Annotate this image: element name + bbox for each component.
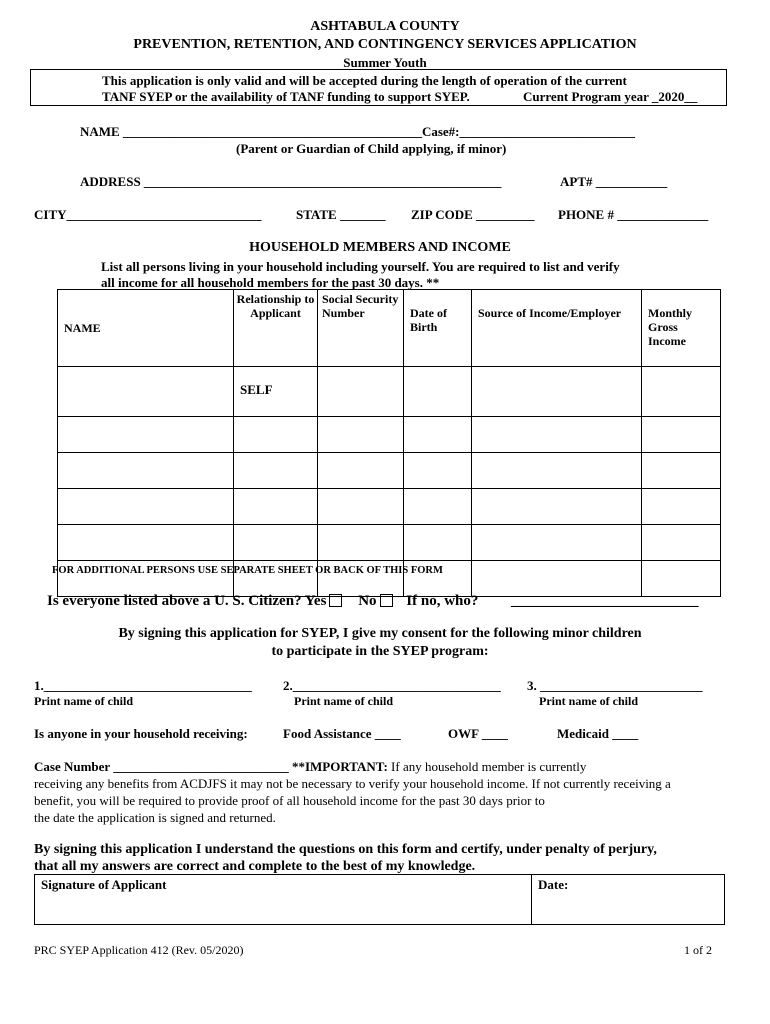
important-block (34, 758, 734, 826)
household-table (57, 289, 721, 597)
cell-income[interactable] (642, 561, 721, 597)
citizen-yes-label: Yes (304, 593, 327, 609)
apt-field[interactable]: APT# ___________ (560, 174, 668, 189)
cell-ssn[interactable] (318, 525, 404, 561)
cell-name[interactable] (58, 367, 234, 417)
table-row (58, 417, 721, 453)
cell-source[interactable] (472, 367, 642, 417)
cell-ssn[interactable] (318, 367, 404, 417)
cell-dob[interactable] (404, 453, 472, 489)
cell-relationship[interactable] (234, 453, 318, 489)
table-header-row (58, 290, 721, 367)
name-subtitle: (Parent or Guardian of Child applying, if minor) (236, 141, 507, 156)
cell-dob[interactable] (404, 489, 472, 525)
table-row (58, 525, 721, 561)
cell-dob[interactable] (404, 367, 472, 417)
table-row (58, 489, 721, 525)
owf-field[interactable]: OWF ____ (448, 726, 508, 741)
important-text: If any household member is currently (391, 759, 587, 774)
case-number-field[interactable]: Case Number ___________________________ (34, 759, 289, 774)
address-field[interactable]: ADDRESS _______________________________________________________ (80, 174, 502, 189)
child2-field[interactable]: 2.________________________________ (283, 678, 501, 693)
benefits-question: Is anyone in your household receiving: (34, 726, 248, 741)
col-source: Source of Income/Employer (472, 290, 642, 367)
date-field[interactable] (533, 875, 724, 924)
cell-income[interactable] (642, 453, 721, 489)
citizen-no-checkbox[interactable] (380, 594, 393, 607)
name-field[interactable]: NAME ______________________________________________Case#:___________________________ (80, 124, 636, 139)
table-row (58, 453, 721, 489)
col-dob: Date of Birth (404, 290, 472, 367)
city-field[interactable]: CITY______________________________ (34, 207, 262, 222)
consent-line1: By signing this application for SYEP, I give my consent for the following minor children (118, 626, 642, 641)
header-title: PREVENTION, RETENTION, AND CONTINGENCY SERVICES APPLICATION (133, 37, 637, 52)
cell-dob[interactable] (404, 417, 472, 453)
child2-label: Print name of child (294, 694, 393, 708)
col-name: NAME (58, 290, 234, 367)
certify-line1: By signing this application I understand the questions on this form and certify, under penalty of perjury, (34, 842, 657, 857)
signature-divider (531, 875, 532, 924)
important-line4: the date the application is signed and returned. (34, 810, 276, 825)
cell-source[interactable] (472, 561, 642, 597)
cell-income[interactable] (642, 417, 721, 453)
header-subtitle: Summer Youth (343, 55, 427, 70)
notice-box (30, 69, 727, 106)
food-assistance-field[interactable]: Food Assistance ____ (283, 726, 401, 741)
certify-line2: that all my answers are correct and complete to the best of my knowledge. (34, 859, 476, 874)
citizen-yes-checkbox[interactable] (329, 594, 342, 607)
important-line3: benefit, you will be required to provide proof of all household income for the past 30 days prior to (34, 793, 545, 808)
child3-label: Print name of child (539, 694, 638, 708)
cell-source[interactable] (472, 489, 642, 525)
cell-relationship[interactable] (234, 525, 318, 561)
household-instr2: all income for all household members for the past 30 days. ** (101, 275, 440, 290)
cell-income[interactable] (642, 367, 721, 417)
zip-field[interactable]: ZIP CODE _________ (411, 207, 535, 222)
child3-field[interactable]: 3. _________________________ (527, 678, 703, 693)
notice-line2: TANF SYEP or the availability of TANF funding to support SYEP. (102, 89, 470, 104)
cell-ssn[interactable] (318, 417, 404, 453)
date-label: Date: (538, 877, 569, 892)
important-line2: receiving any benefits from ACDJFS it may not be necessary to verify your household income. If not currently receiving a (34, 776, 671, 791)
citizen-question-row (47, 593, 478, 610)
cell-relationship[interactable] (234, 417, 318, 453)
col-relationship: Relationship to Applicant (234, 290, 318, 367)
header-county: ASHTABULA COUNTY (310, 19, 460, 34)
cell-ssn[interactable] (318, 453, 404, 489)
household-footnote: FOR ADDITIONAL PERSONS USE SEPARATE SHEET OR BACK OF THIS FORM (52, 565, 443, 576)
cell-relationship[interactable] (234, 489, 318, 525)
important-label: **IMPORTANT: (291, 759, 388, 774)
consent-line2: to participate in the SYEP program: (271, 644, 489, 659)
citizen-ifno-label: If no, who? (406, 593, 479, 609)
cell-income[interactable] (642, 489, 721, 525)
cell-income[interactable] (642, 525, 721, 561)
signature-label: Signature of Applicant (41, 877, 167, 892)
page-number: 1 of 2 (684, 943, 712, 957)
form-id: PRC SYEP Application 412 (Rev. 05/2020) (34, 943, 244, 957)
signature-box (34, 874, 725, 925)
table-row (58, 367, 721, 417)
notice-line1: This application is only valid and will be accepted during the length of operation of the current (102, 73, 627, 88)
citizen-question: Is everyone listed above a U. S. Citizen? (47, 593, 302, 609)
household-title: HOUSEHOLD MEMBERS AND INCOME (249, 240, 511, 255)
cell-source[interactable] (472, 453, 642, 489)
phone-field[interactable]: PHONE # ______________ (558, 207, 709, 222)
col-income: Monthly Gross Income (642, 290, 721, 367)
program-year: Current Program year _2020__ (523, 89, 698, 104)
cell-name[interactable] (58, 453, 234, 489)
cell-dob[interactable] (404, 525, 472, 561)
child1-label: Print name of child (34, 694, 133, 708)
citizen-ifno-field[interactable]: _________________________ (511, 593, 699, 609)
cell-relationship-self: SELF (234, 367, 318, 417)
household-instr1: List all persons living in your household including yourself. You are required to list and verify (101, 259, 620, 274)
cell-name[interactable] (58, 489, 234, 525)
cell-source[interactable] (472, 525, 642, 561)
cell-name[interactable] (58, 417, 234, 453)
signature-field[interactable] (35, 875, 530, 924)
child1-field[interactable]: 1.________________________________ (34, 678, 252, 693)
cell-ssn[interactable] (318, 489, 404, 525)
citizen-no-label: No (358, 593, 377, 609)
col-ssn: Social Security Number (318, 290, 404, 367)
state-field[interactable]: STATE _______ (296, 207, 386, 222)
medicaid-field[interactable]: Medicaid ____ (557, 726, 639, 741)
cell-name[interactable] (58, 525, 234, 561)
cell-source[interactable] (472, 417, 642, 453)
